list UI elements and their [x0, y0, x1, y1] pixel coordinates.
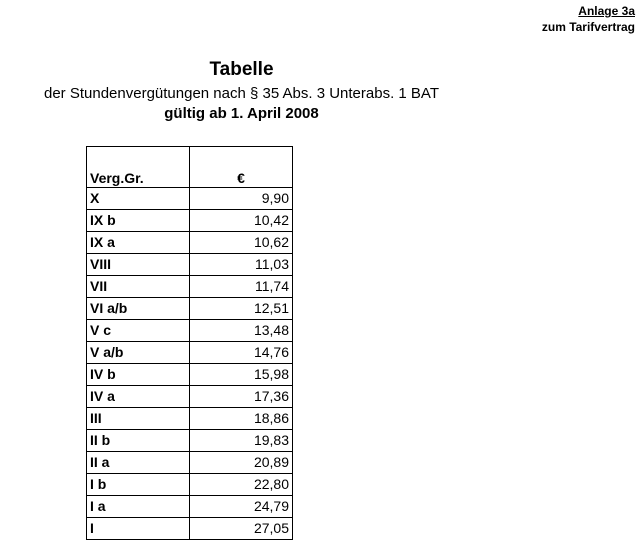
column-header-euro: €: [190, 147, 293, 188]
hourly-rate-table: [86, 146, 293, 540]
pay-group-cell: VI a/b: [87, 298, 190, 320]
hourly-rate-cell: 11,03: [190, 254, 293, 276]
pay-group-cell: II b: [87, 430, 190, 452]
hourly-rate-cell: 15,98: [190, 364, 293, 386]
table-row: [87, 518, 293, 540]
table-row: [87, 342, 293, 364]
table-row: [87, 386, 293, 408]
pay-group-cell: V c: [87, 320, 190, 342]
table-row: [87, 254, 293, 276]
pay-group-cell: V a/b: [87, 342, 190, 364]
pay-group-cell: IX a: [87, 232, 190, 254]
hourly-rate-cell: 20,89: [190, 452, 293, 474]
hourly-rate-cell: 19,83: [190, 430, 293, 452]
table-row: [87, 188, 293, 210]
annex-number: Anlage 3a: [578, 4, 635, 18]
table-row: [87, 430, 293, 452]
pay-group-cell: IX b: [87, 210, 190, 232]
table-row: [87, 364, 293, 386]
pay-group-cell: II a: [87, 452, 190, 474]
pay-group-cell: I b: [87, 474, 190, 496]
hourly-rate-cell: 10,62: [190, 232, 293, 254]
hourly-rate-cell: 17,36: [190, 386, 293, 408]
hourly-rate-cell: 22,80: [190, 474, 293, 496]
hourly-rate-cell: 24,79: [190, 496, 293, 518]
validity-date: gültig ab 1. April 2008: [164, 105, 319, 122]
table-row: [87, 474, 293, 496]
table-body: [87, 188, 293, 540]
hourly-rate-cell: 13,48: [190, 320, 293, 342]
table-row: [87, 232, 293, 254]
table-row: [87, 496, 293, 518]
table-row: [87, 276, 293, 298]
pay-group-cell: X: [87, 188, 190, 210]
table-row: [87, 408, 293, 430]
pay-group-cell: VII: [87, 276, 190, 298]
page-subtitle: der Stundenvergütungen nach § 35 Abs. 3 Unterabs. 1 BAT: [44, 85, 439, 102]
hourly-rate-cell: 9,90: [190, 188, 293, 210]
pay-group-cell: III: [87, 408, 190, 430]
pay-group-cell: IV b: [87, 364, 190, 386]
pay-group-cell: I: [87, 518, 190, 540]
table-row: [87, 320, 293, 342]
table-row: [87, 210, 293, 232]
hourly-rate-cell: 27,05: [190, 518, 293, 540]
annex-reference: zum Tarifvertrag: [541, 20, 635, 34]
hourly-rate-cell: 12,51: [190, 298, 293, 320]
document-annex-label: [542, 3, 635, 35]
pay-group-cell: I a: [87, 496, 190, 518]
table-header-row: [87, 147, 293, 188]
hourly-rate-cell: 11,74: [190, 276, 293, 298]
hourly-rate-cell: 10,42: [190, 210, 293, 232]
hourly-rate-cell: 18,86: [190, 408, 293, 430]
table-row: [87, 452, 293, 474]
pay-group-cell: VIII: [87, 254, 190, 276]
page-title: Tabelle: [209, 59, 274, 80]
hourly-rate-cell: 14,76: [190, 342, 293, 364]
column-header-group: Verg.Gr.: [87, 147, 190, 188]
table-row: [87, 298, 293, 320]
pay-group-cell: IV a: [87, 386, 190, 408]
